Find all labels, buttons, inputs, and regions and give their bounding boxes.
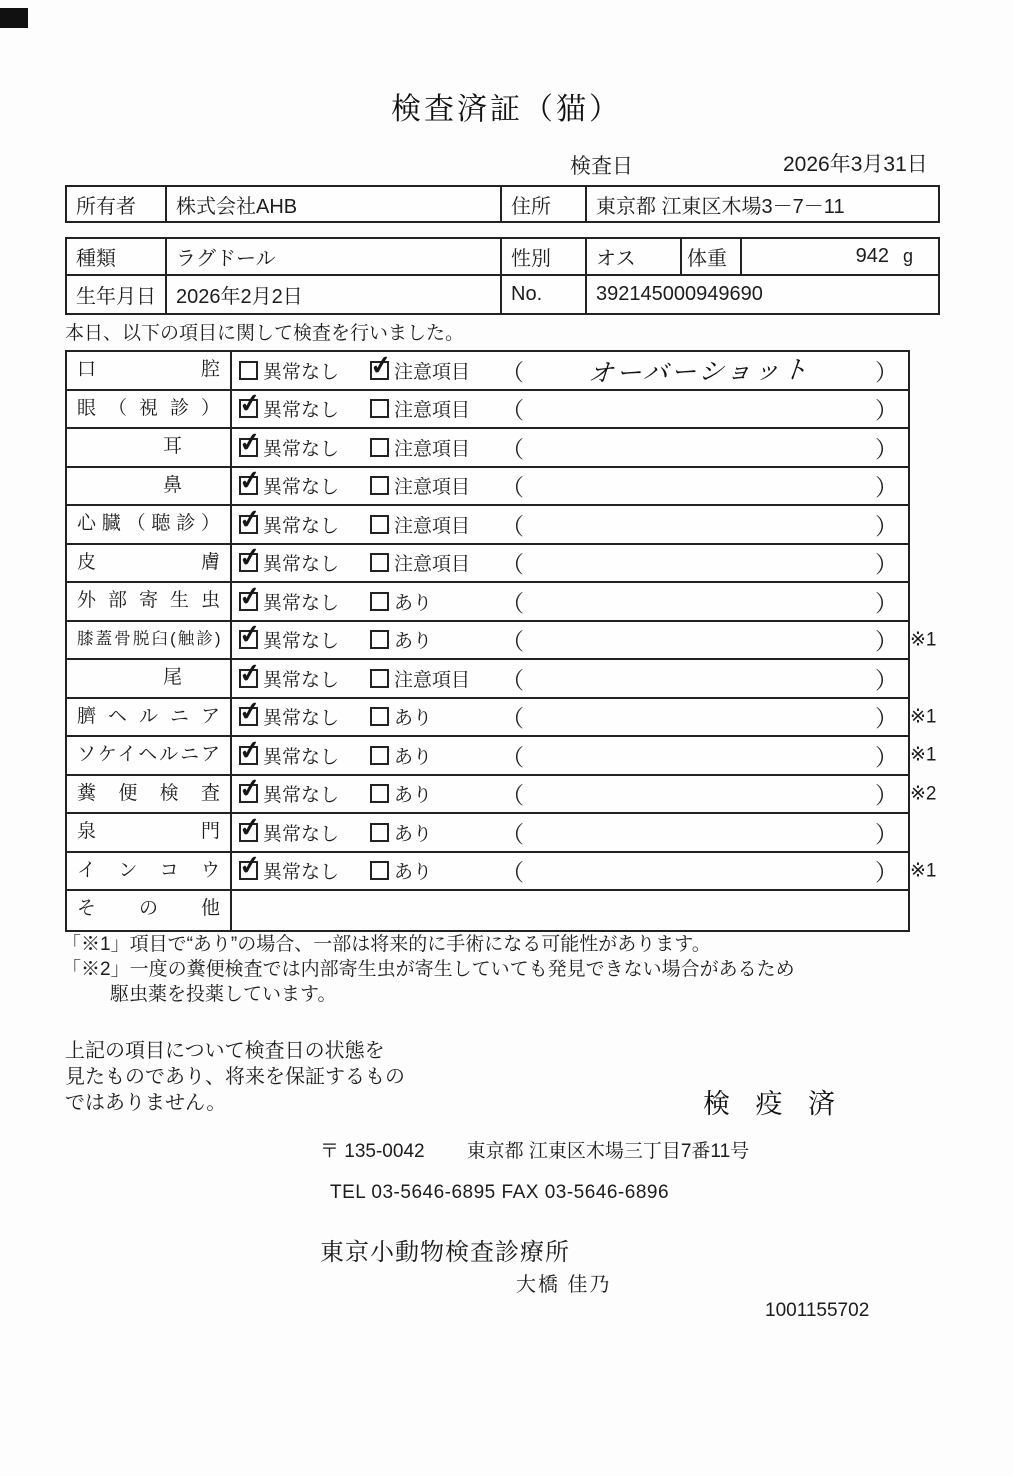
footnote-mark: ※2 — [910, 783, 937, 805]
checkbox-present-label: あり — [394, 862, 433, 884]
paren-close: ） — [875, 474, 898, 501]
clinic-address-line — [320, 1136, 749, 1163]
no-label: No. — [502, 276, 587, 313]
sex-label: 性別 — [502, 239, 587, 274]
weight-value: 942 — [855, 245, 889, 267]
scan-artifact — [0, 8, 28, 28]
checkbox-attention[interactable] — [370, 399, 389, 418]
item-label: 眼（視診） — [67, 391, 232, 428]
checkbox-normal[interactable] — [239, 861, 258, 880]
checklist-row-fecal-exam — [67, 776, 937, 815]
checkbox-normal[interactable] — [239, 438, 258, 457]
checklist-row-heart — [67, 506, 908, 545]
checkbox-attention[interactable] — [370, 553, 389, 572]
handwritten-note — [524, 483, 876, 489]
weight-unit: g — [902, 246, 913, 266]
disclaimer — [65, 1038, 405, 1116]
checkbox-normal[interactable] — [239, 592, 258, 611]
inspection-date-value: 2026年3月31日 — [783, 153, 928, 176]
item-label: 皮膚 — [67, 545, 232, 582]
checkbox-attention-label: 注意項目 — [394, 477, 471, 499]
checkbox-present[interactable] — [370, 592, 389, 611]
checklist-row-tail — [67, 660, 908, 699]
checkbox-normal[interactable] — [239, 361, 258, 380]
handwritten-note — [524, 675, 876, 681]
checkbox-present[interactable] — [370, 707, 389, 726]
checkbox-attention[interactable] — [370, 515, 389, 534]
checkbox-attention-label: 注意項目 — [394, 438, 471, 460]
checkbox-normal[interactable] — [239, 399, 258, 418]
handwritten-note — [524, 637, 876, 643]
paren-open: （ — [501, 512, 524, 539]
checkbox-normal-label: 異常なし — [263, 592, 340, 614]
checkbox-normal-label: 異常なし — [263, 361, 340, 383]
handwritten-note — [524, 406, 876, 412]
owner-label: 所有者 — [67, 187, 167, 221]
handwritten-note — [524, 829, 876, 835]
footnote-mark: ※1 — [910, 860, 937, 882]
handwritten-note — [524, 598, 876, 604]
checklist-row-mouth — [67, 352, 908, 391]
clinic-address: 東京都 江東区木場三丁目7番11号 — [466, 1141, 750, 1162]
item-label: 耳 — [67, 429, 232, 466]
disclaimer-line: ではありません。 — [65, 1092, 227, 1114]
checkbox-normal-label: 異常なし — [263, 823, 340, 845]
paren-close: ） — [875, 358, 898, 385]
paren-open: （ — [501, 551, 524, 578]
handwritten-note — [524, 791, 876, 797]
document-code: 1001155702 — [765, 1300, 870, 1321]
paren-open: （ — [501, 820, 524, 847]
paren-close: ） — [875, 397, 898, 424]
clinic-name: 東京小動物検査診療所 — [320, 1239, 570, 1266]
checkbox-present-label: あり — [394, 823, 433, 845]
paren-open: （ — [501, 358, 524, 385]
checklist-row-ectoparasite — [67, 583, 908, 622]
item-label: 膝蓋骨脱臼(触診) — [67, 622, 232, 659]
paren-open: （ — [501, 435, 524, 462]
paren-open: （ — [501, 666, 524, 693]
checkbox-present-label: あり — [394, 631, 433, 653]
handwritten-note — [524, 521, 876, 527]
item-label: 糞便検査 — [67, 776, 232, 813]
paren-close: ） — [875, 820, 898, 847]
paren-close: ） — [875, 551, 898, 578]
paren-close: ） — [875, 705, 898, 732]
checklist-row-nose — [67, 468, 908, 507]
checkbox-attention[interactable] — [370, 669, 389, 688]
checklist-row-umbilical-hernia — [67, 699, 937, 738]
footnote-1: 「※1」項目で“あり”の場合、一部は将来的に手術になる可能性があります。 — [62, 934, 711, 955]
handwritten-note: オーバーショット — [587, 356, 812, 389]
postal-code: 〒 135-0042 — [320, 1141, 425, 1162]
checklist-row-other — [67, 891, 908, 930]
address-label: 住所 — [502, 187, 587, 221]
checkbox-normal-label: 異常なし — [263, 862, 340, 884]
checkbox-present-label: あり — [394, 708, 433, 730]
checklist-row-inguinal-hernia — [67, 737, 937, 776]
owner-value: 株式会社AHB — [167, 187, 502, 221]
paren-close: ） — [875, 628, 898, 655]
checkbox-normal[interactable] — [239, 707, 258, 726]
item-label: 泉門 — [67, 814, 232, 851]
checkbox-attention[interactable] — [370, 476, 389, 495]
checkbox-normal[interactable] — [239, 823, 258, 842]
handwritten-note — [524, 868, 876, 874]
paren-open: （ — [501, 628, 524, 655]
item-label: 口腔 — [67, 352, 232, 389]
item-label: ソケイヘルニア — [67, 737, 232, 774]
footnote-mark: ※1 — [910, 706, 937, 728]
checklist-row-patella — [67, 622, 937, 661]
checklist-row-ears — [67, 429, 908, 468]
item-label: 尾 — [67, 660, 232, 697]
paren-close: ） — [875, 666, 898, 693]
checkbox-normal-label: 異常なし — [263, 785, 340, 807]
checkbox-present[interactable] — [370, 784, 389, 803]
footnote-2-cont: 駆虫薬を投薬しています。 — [110, 984, 337, 1005]
checkbox-normal-label: 異常なし — [263, 631, 340, 653]
checkbox-present-label: あり — [394, 785, 433, 807]
disclaimer-line: 上記の項目について検査日の状態を — [65, 1040, 385, 1062]
paren-open: （ — [501, 782, 524, 809]
checkbox-attention-label: 注意項目 — [394, 361, 471, 383]
handwritten-note — [524, 752, 876, 758]
paren-close: ） — [875, 743, 898, 770]
checkbox-attention-label: 注意項目 — [394, 669, 471, 691]
owner-table — [65, 185, 940, 223]
item-label: 心臓（聴診） — [67, 506, 232, 543]
checklist-table — [65, 350, 937, 932]
checklist-row-fontanelle — [67, 814, 908, 853]
footnote-mark: ※1 — [910, 744, 937, 766]
checkbox-present[interactable] — [370, 746, 389, 765]
tel-fax-line: TEL 03-5646-6895 FAX 03-5646-6896 — [330, 1182, 670, 1203]
checklist-row-skin — [67, 545, 908, 584]
item-label: 臍ヘルニア — [67, 699, 232, 736]
checkbox-normal-label: 異常なし — [263, 438, 340, 460]
checkbox-normal-label: 異常なし — [263, 400, 340, 422]
checkbox-attention-label: 注意項目 — [394, 554, 471, 576]
address-value: 東京都 江東区木場3－7－11 — [596, 195, 845, 218]
checkbox-normal[interactable] — [239, 784, 258, 803]
animal-table — [65, 237, 940, 315]
checkbox-normal-label: 異常なし — [263, 708, 340, 730]
paren-close: ） — [875, 589, 898, 616]
handwritten-note — [524, 714, 876, 720]
checkbox-attention-label: 注意項目 — [394, 400, 471, 422]
footnote-mark: ※1 — [910, 629, 937, 651]
item-label: その他 — [67, 891, 232, 930]
checkbox-normal[interactable] — [239, 746, 258, 765]
checkbox-normal[interactable] — [239, 515, 258, 534]
handwritten-note — [524, 560, 876, 566]
weight-cell — [742, 239, 938, 274]
checkbox-attention[interactable] — [370, 361, 389, 380]
checkbox-present[interactable] — [370, 861, 389, 880]
checkbox-normal-label: 異常なし — [263, 477, 340, 499]
checklist-row-eyes — [67, 391, 908, 430]
checkbox-normal-label: 異常なし — [263, 515, 340, 537]
paren-close: ） — [875, 512, 898, 539]
checkbox-present-label: あり — [394, 746, 433, 768]
checkbox-normal[interactable] — [239, 476, 258, 495]
birthdate-label: 生年月日 — [67, 276, 167, 313]
checkbox-present[interactable] — [370, 823, 389, 842]
checkbox-attention-label: 注意項目 — [394, 515, 471, 537]
paren-open: （ — [501, 743, 524, 770]
paren-close: ） — [875, 435, 898, 462]
disclaimer-line: 見たものであり、将来を保証するもの — [65, 1066, 405, 1088]
checkbox-normal[interactable] — [239, 669, 258, 688]
checkbox-attention[interactable] — [370, 438, 389, 457]
other-empty-cell — [232, 891, 908, 930]
sex-value: オス — [587, 239, 682, 274]
item-label: インコウ — [67, 853, 232, 890]
birthdate-value: 2026年2月2日 — [167, 276, 502, 313]
weight-label: 体重 — [682, 239, 742, 274]
examiner-name: 大橋 佳乃 — [516, 1274, 612, 1296]
item-label: 外部寄生虫 — [67, 583, 232, 620]
paren-open: （ — [501, 397, 524, 424]
checkbox-normal[interactable] — [239, 553, 258, 572]
paren-close: ） — [875, 782, 898, 809]
checkbox-normal-label: 異常なし — [263, 669, 340, 691]
checkbox-normal-label: 異常なし — [263, 746, 340, 768]
item-label: 鼻 — [67, 468, 232, 505]
page-title: 検査済証（猫） — [391, 93, 622, 126]
paren-open: （ — [501, 705, 524, 732]
checklist-row-inkou — [67, 853, 937, 892]
inspection-date-label: 検査日 — [570, 155, 633, 178]
paren-open: （ — [501, 474, 524, 501]
checkbox-present[interactable] — [370, 630, 389, 649]
handwritten-note — [524, 444, 876, 450]
checkbox-present-label: あり — [394, 592, 433, 614]
no-value: 392145000949690 — [596, 283, 763, 305]
paren-open: （ — [501, 589, 524, 616]
paren-close: ） — [875, 859, 898, 886]
paren-open: （ — [501, 859, 524, 886]
breed-label: 種類 — [67, 239, 167, 274]
quarantine-passed-stamp: 検 疫 済 — [703, 1089, 845, 1119]
breed-value: ラグドール — [167, 239, 502, 274]
intro-text: 本日、以下の項目に関して検査を行いました。 — [65, 323, 465, 344]
footnote-2: 「※2」一度の糞便検査では内部寄生虫が寄生していても発見できない場合があるため — [62, 959, 795, 980]
footnotes — [62, 932, 795, 1007]
checkbox-normal[interactable] — [239, 630, 258, 649]
checkbox-normal-label: 異常なし — [263, 554, 340, 576]
